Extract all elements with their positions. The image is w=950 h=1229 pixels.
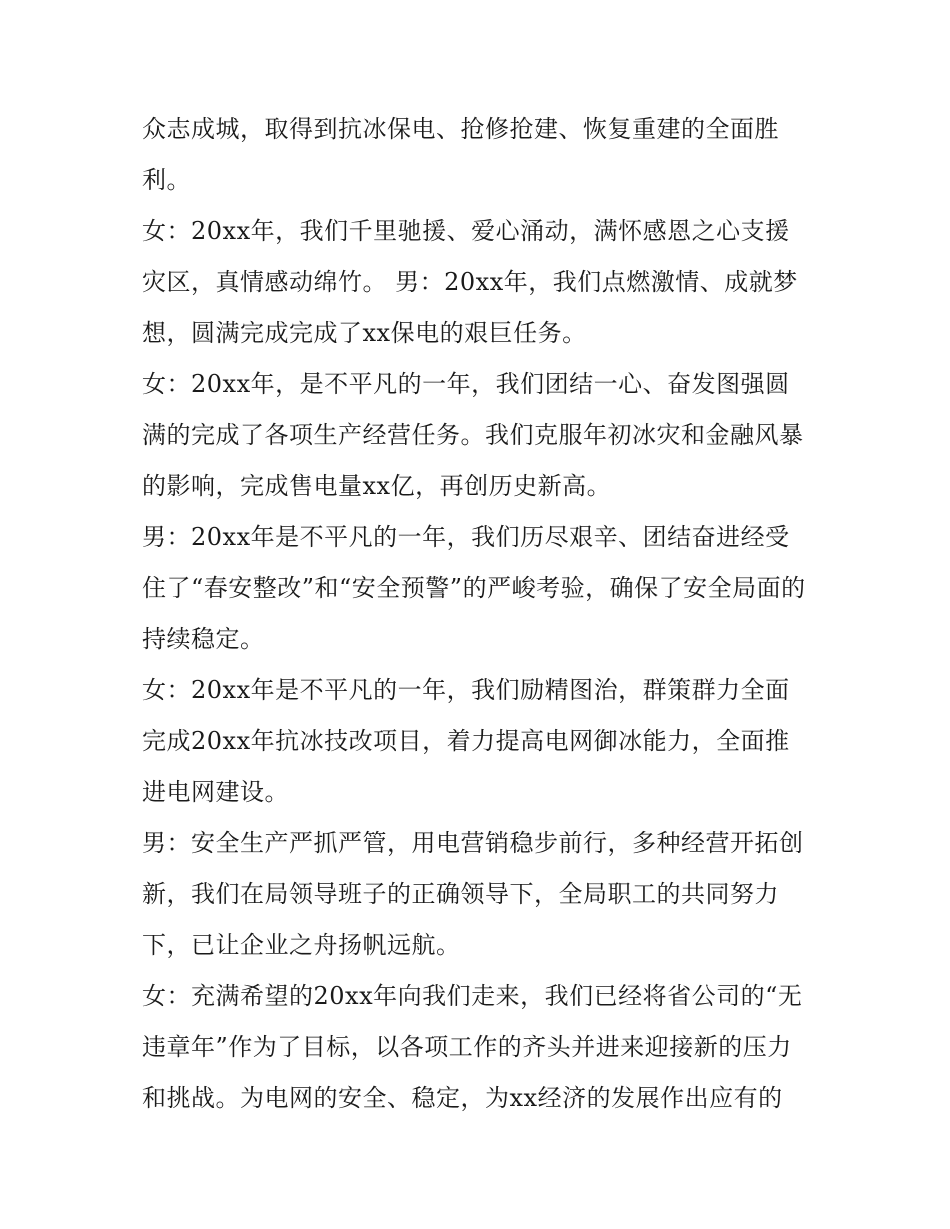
paragraph-2: 女：20xx年，我们千里驰援、爱心涌动，满怀感恩之心支援灾区，真情感动绵竹。 男：20xx年，我们点燃激情、成就梦想，圆满完成完成了xx保电的艰巨任务。 — [142, 217, 798, 347]
paragraph-1: 众志成城，取得到抗冰保电、抢修抢建、恢复重建的全面胜利。 — [142, 115, 779, 194]
paragraph-5: 女：20xx年是不平凡的一年，我们励精图治，群策群力全面完成20xx年抗冰技改项目，着力提高电网御冰能力，全面推进电网建设。 — [142, 676, 790, 806]
paragraph-3: 女：20xx年，是不平凡的一年，我们团结一心、奋发图强圆满的完成了各项生产经营任务。我们克服年初冰灾和金融风暴的影响，完成售电量xx亿，再创历史新高。 — [142, 370, 804, 500]
paragraph-6: 男：安全生产严抓严管，用电营销稳步前行，多种经营开拓创新，我们在局领导班子的正确领导下，全局职工的共同努力下，已让企业之舟扬帆远航。 — [142, 829, 804, 959]
paragraph-7: 女：充满希望的20xx年向我们走来，我们已经将省公司的“无违章年”作为了目标，以各项工作的齐头并进来迎接新的压力和挑战。为电网的安全、稳定，为xx经济的发展作出应有的 — [142, 982, 803, 1112]
paragraph-4: 男：20xx年是不平凡的一年，我们历尽艰辛、团结奋进经受住了“春安整改”和“安全预警”的严峻考验，确保了安全局面的持续稳定。 — [142, 523, 806, 653]
document-body — [142, 104, 814, 1124]
